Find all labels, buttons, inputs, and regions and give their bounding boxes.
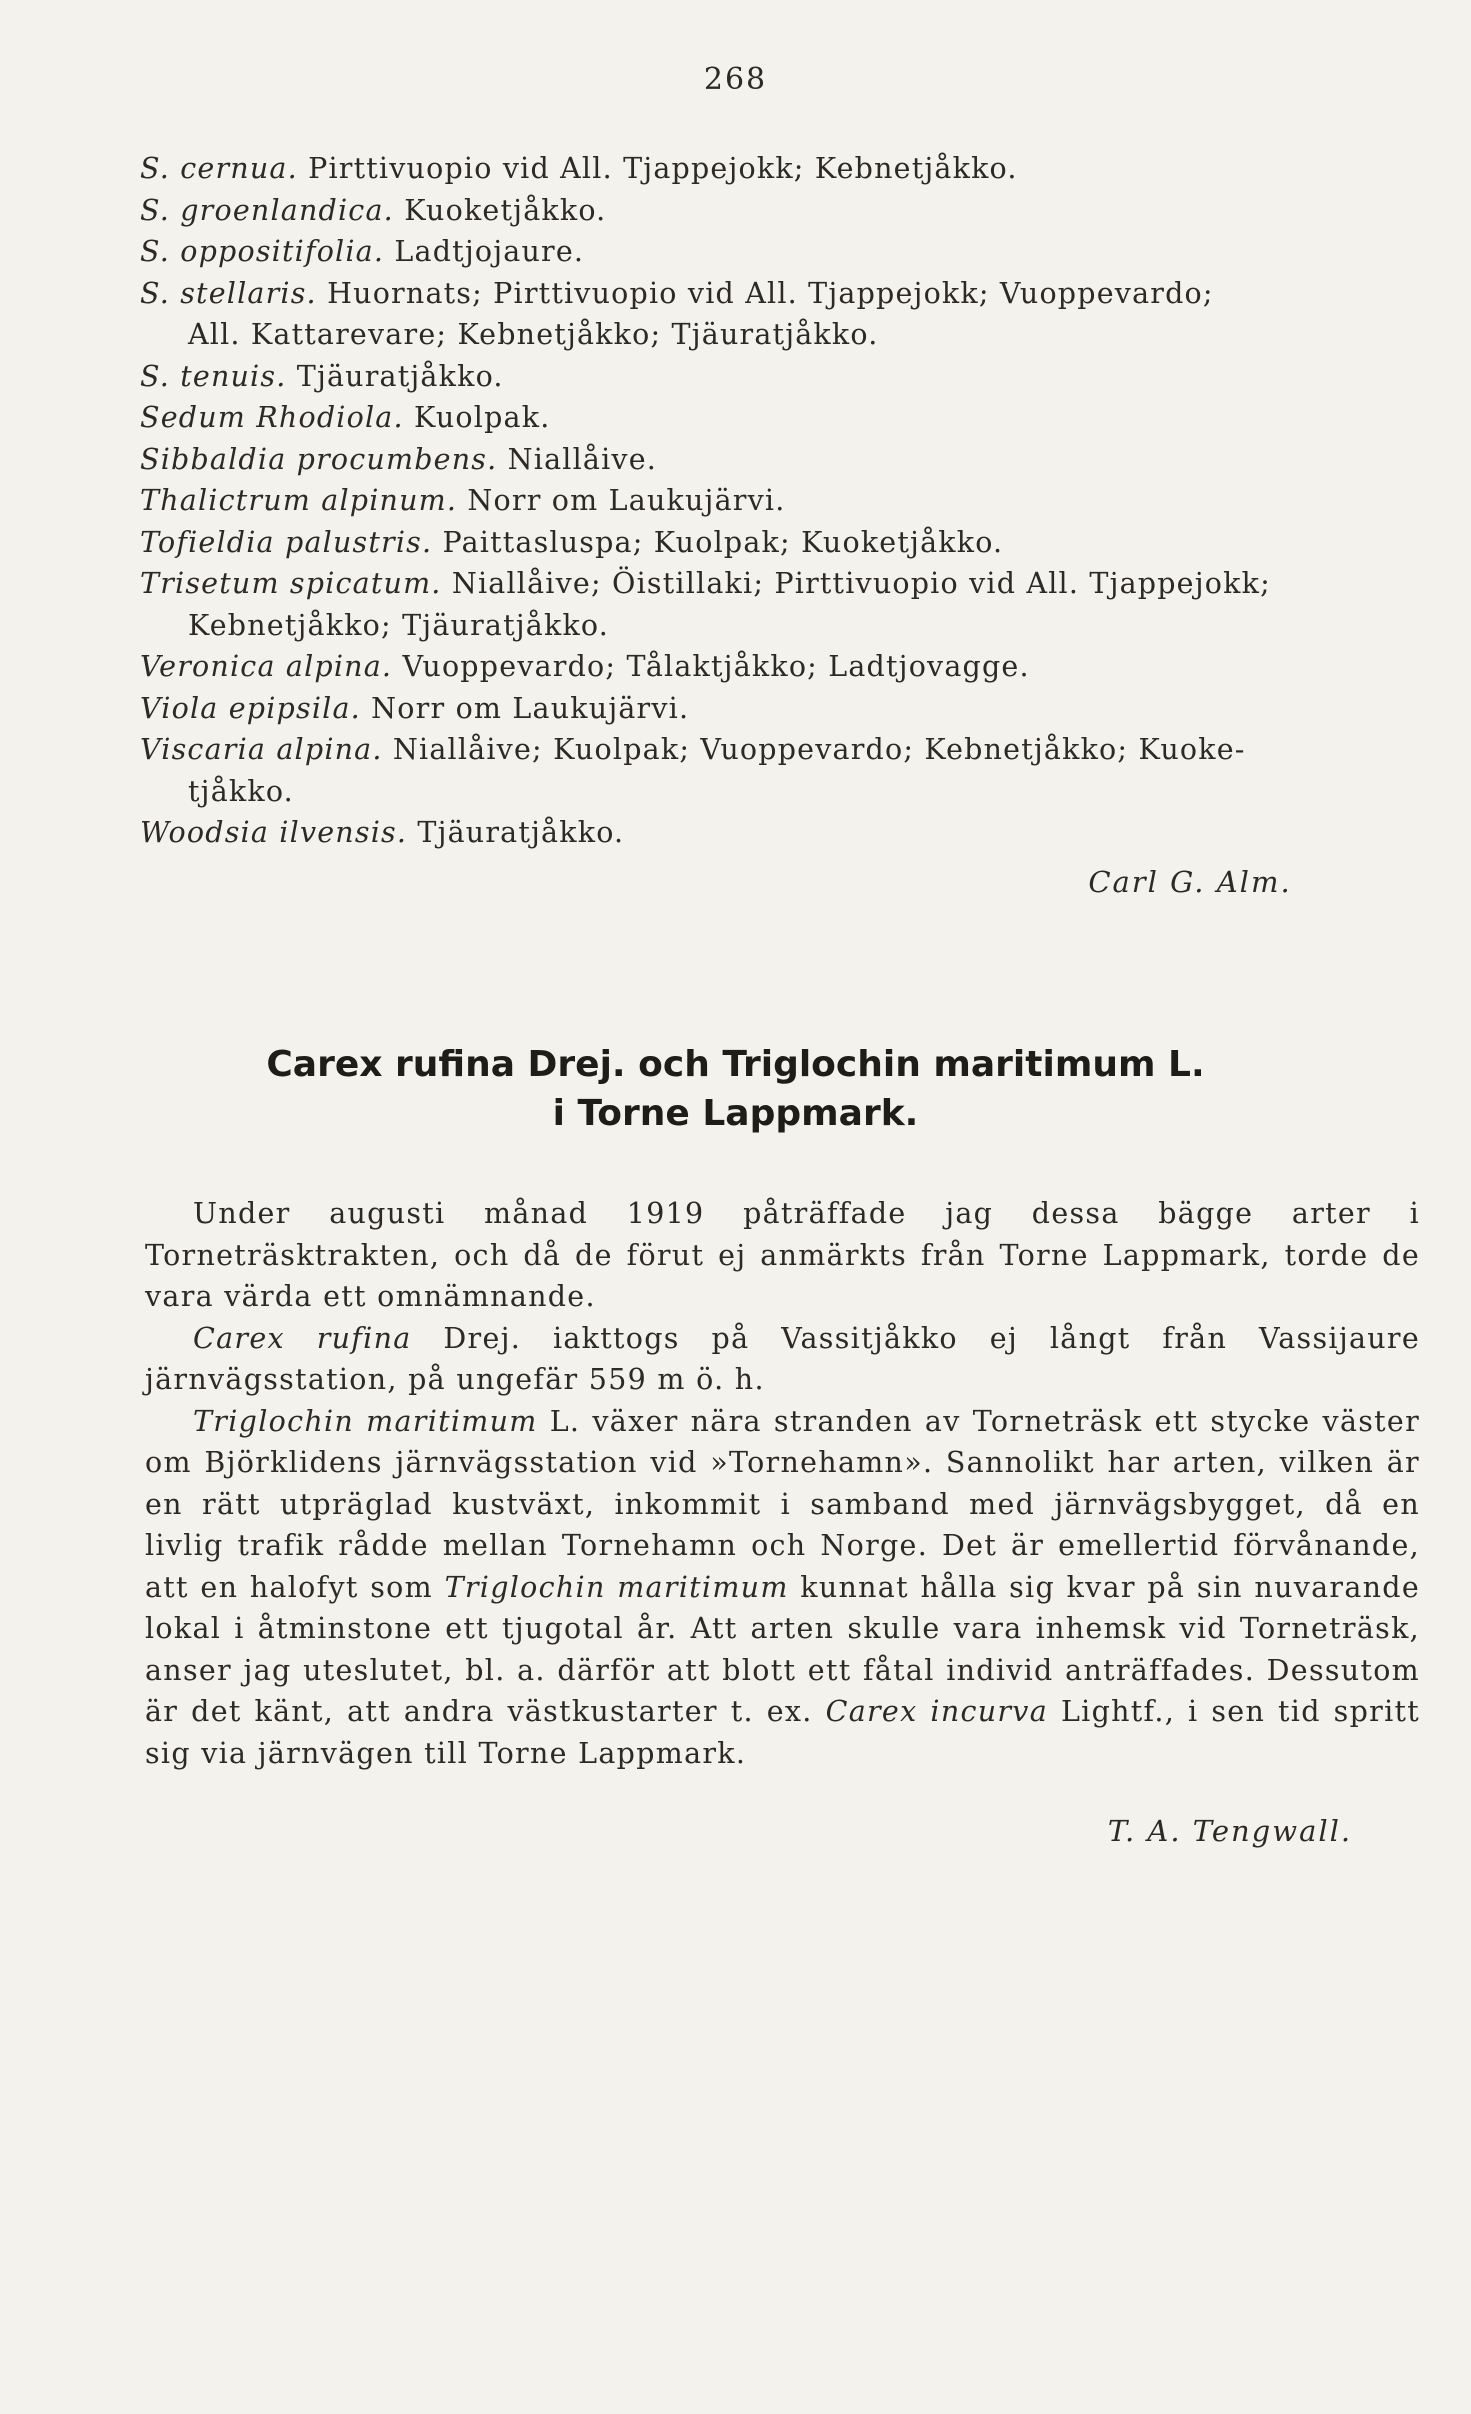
species-localities: Tjäuratjåkko. bbox=[417, 816, 625, 849]
species-localities: Niallåive; Öistillaki; Pirttivuopio vid All. Tjappejokk; bbox=[451, 567, 1271, 600]
species-name: S. groenlandica. bbox=[140, 193, 394, 227]
article-body bbox=[145, 1193, 1420, 1774]
species-localities: Niallåive. bbox=[507, 442, 658, 476]
article-title-line-2: i Torne Lappmark. bbox=[552, 1093, 919, 1134]
species-localities: Paittasluspa; Kuolpak; Kuoketjåkko. bbox=[442, 525, 1004, 559]
italic-taxon: Carex incurva bbox=[825, 1695, 1049, 1728]
italic-taxon: Triglochin maritimum bbox=[444, 1570, 789, 1604]
article-paragraph bbox=[145, 1318, 1420, 1401]
species-localities-continued: Kebnetjåkko; Tjäuratjåkko. bbox=[188, 608, 610, 642]
article-title bbox=[0, 1040, 1471, 1138]
species-entry bbox=[140, 522, 1350, 564]
species-entry bbox=[140, 397, 1350, 439]
species-name: Viola epipsila. bbox=[140, 691, 361, 725]
text-run: Drej. iakttogs på Vassitjåkko ej långt från Vassijaure järnvägsstation, på ungefär 559 m ö. h. bbox=[145, 1321, 1420, 1396]
italic-taxon: Triglochin maritimum bbox=[193, 1404, 538, 1438]
species-name: Tofieldia palustris. bbox=[140, 525, 433, 559]
species-entry bbox=[140, 812, 1350, 854]
article-title-line-1: Carex rufina Drej. och Triglochin maritimum L. bbox=[266, 1044, 1205, 1085]
species-entry bbox=[140, 646, 1350, 688]
species-name: Sibbaldia procumbens. bbox=[140, 442, 498, 476]
species-name: Veronica alpina. bbox=[140, 650, 393, 683]
signature-tengwall: T. A. Tengwall. bbox=[1107, 1814, 1353, 1848]
article-paragraph bbox=[145, 1401, 1420, 1775]
species-entry bbox=[140, 148, 1350, 190]
species-localities: Kuoketjåkko. bbox=[404, 193, 607, 227]
text-run: kunnat hålla sig kvar på sin nuvarande lokal i åtminstone ett tjugotal år. Att arten skulle vara inhemsk vid Torneträsk, anser jag uteslutet, bl. a. därför att blott ett fåtal individ anträffades. Dessutom är det känt, att andra västkustarter t. ex. bbox=[145, 1570, 1420, 1728]
species-name: S. tenuis. bbox=[140, 359, 287, 393]
species-name: S. oppositifolia. bbox=[140, 235, 385, 268]
species-localities: Norr om Laukujärvi. bbox=[467, 484, 786, 517]
text-run: Lightf., i sen tid spritt sig via järnvägen till Torne Lappmark. bbox=[145, 1695, 1421, 1770]
species-localities: Tjäuratjåkko. bbox=[296, 359, 504, 393]
signature-carl-alm: Carl G. Alm. bbox=[1088, 865, 1292, 899]
species-name: Sedum Rhodiola. bbox=[140, 401, 404, 434]
species-localities: Norr om Laukujärvi. bbox=[371, 691, 690, 725]
species-entry bbox=[140, 729, 1350, 812]
species-localities: Kuolpak. bbox=[414, 401, 551, 434]
species-localities: Vuoppevardo; Tålaktjåkko; Ladtjovagge. bbox=[402, 650, 1030, 683]
species-name: Thalictrum alpinum. bbox=[140, 484, 458, 517]
species-localities: Pirttivuopio vid All. Tjappejokk; Kebnetjåkko. bbox=[308, 152, 1018, 185]
species-list bbox=[140, 148, 1350, 854]
species-localities: Huornats; Pirttivuopio vid All. Tjappejokk; Vuoppevardo; bbox=[327, 276, 1214, 310]
species-name: S. stellaris. bbox=[140, 276, 317, 310]
text-run: L. växer nära stranden av Torneträsk ett stycke väster om Björklidens järnvägsstation vid »Tornehamn». Sannolikt har arten, vilken är en rätt utpräglad kustväxt, inkommit i samband med järnvägsbygget, då en livlig trafik rådde mellan Tornehamn och Norge. Det är emellertid förvånande, att en halofyt som bbox=[145, 1404, 1421, 1604]
text-run: Under augusti månad 1919 påträffade jag dessa bägge arter i Torneträsktrakten, och då de förut ej anmärkts från Torne Lappmark, torde de vara värda ett omnämnande. bbox=[145, 1197, 1420, 1313]
species-name: Viscaria alpina. bbox=[140, 733, 383, 766]
species-localities-continued: All. Kattarevare; Kebnetjåkko; Tjäuratjåkko. bbox=[188, 318, 879, 351]
species-entry bbox=[140, 273, 1350, 356]
species-entry bbox=[140, 439, 1350, 481]
species-entry bbox=[140, 480, 1350, 522]
species-entry bbox=[140, 231, 1350, 273]
species-name: S. cernua. bbox=[140, 152, 298, 185]
species-entry bbox=[140, 190, 1350, 232]
italic-taxon: Carex rufina bbox=[193, 1321, 412, 1355]
article-paragraph bbox=[145, 1193, 1420, 1318]
species-localities: Ladtjojaure. bbox=[394, 235, 585, 268]
species-name: Trisetum spicatum. bbox=[140, 567, 442, 600]
species-name: Woodsia ilvensis. bbox=[140, 816, 408, 849]
species-entry bbox=[140, 688, 1350, 730]
species-entry bbox=[140, 356, 1350, 398]
page-number: 268 bbox=[703, 62, 768, 97]
species-localities-continued: tjåkko. bbox=[188, 774, 294, 808]
species-entry bbox=[140, 563, 1350, 646]
species-localities: Niallåive; Kuolpak; Vuoppevardo; Kebnetjåkko; Kuoke- bbox=[392, 733, 1246, 766]
